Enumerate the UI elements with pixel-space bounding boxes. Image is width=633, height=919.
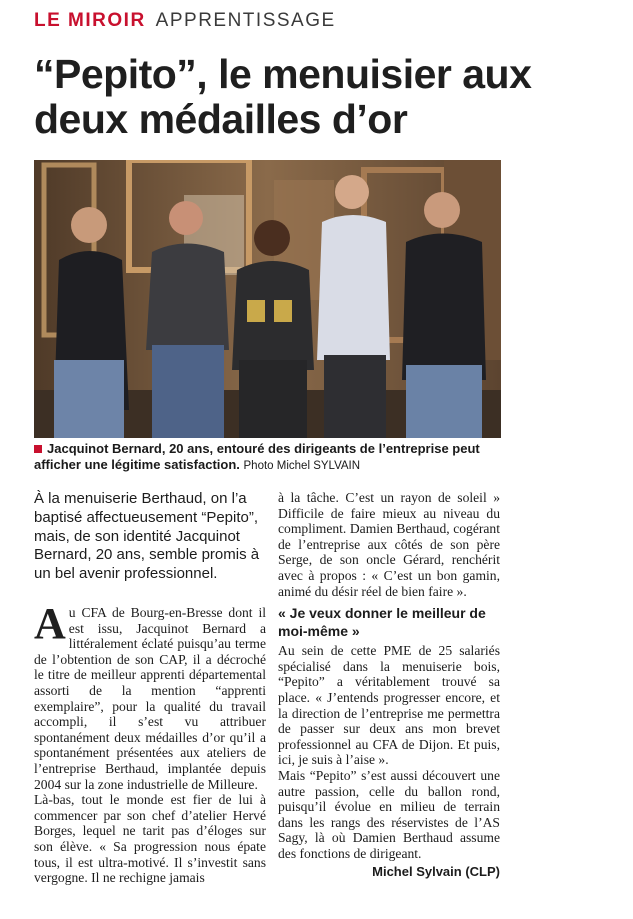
rubric-label: LE MIROIR — [34, 10, 146, 31]
caption-bullet-icon — [34, 445, 42, 453]
body-paragraph: à la tâche. C’est un rayon de soleil » Difficile de faire mieux au niveau du compliment. Damien Berthaud, cogérant de l’entreprise aux côtés de son père Serge, de son oncle Gérard, renchérit avec à propos : « C’est un bon gamin, animé du désir réel de bien faire ». — [278, 490, 500, 599]
caption-text: Jacquinot Bernard, 20 ans, entouré des dirigeants de l’entreprise peut afficher une légitime satisfaction. — [34, 441, 480, 472]
article-headline: “Pepito”, le menuisier aux deux médailles d’or — [34, 51, 532, 142]
intertitle: « Je veux donner le meilleur de moi-même » — [278, 605, 486, 639]
body-paragraph: Au sein de cette PME de 25 salariés spécialisé dans la menuiserie bois, “Pepito” a véritablement trouvé sa place. « J’entends progresser encore, et la direction de l’entreprise me permettra de passer sur deux ans mon brevet professionnel au CFA de Dijon. Et puis, ici, je suis à l’aise ». — [278, 643, 500, 768]
body-paragraph: Mais “Pepito” s’est aussi découvert une autre passion, celle du ballon rond, puisqu’il évolue en milieu de terrain dans les rangs des réservistes de l’AS Sagy, là où Damien Berthaud assume des fonctions de dirigeant. — [278, 767, 500, 861]
photo-credit: Photo Michel SYLVAIN — [243, 460, 361, 472]
paragraph-1-text: u CFA de Bourg-en-Bresse dont il est issu, Jacquinot Bernard a littéralement éclaté puisqu’au terme de l’obtention de son CAP, il a décroché le titre de meilleur apprenti départemental assorti de la mention “apprenti exemplaire”, pour la qualité du travail accompli, il s’est vu attribuer spontanément deux médailles d’or qu’il a spontanément présentées aux ateliers de l’entreprise Berthaud, implantée depuis 2004 sur la zone industrielle de Milleure. — [34, 605, 266, 792]
body-column-1 — [34, 599, 266, 886]
body-column-2 — [278, 490, 500, 880]
article-lead: À la menuiserie Berthaud, on l’a baptisé affectueusement “Pepito”, mais, de son identité Jacquinot Bernard, 20 ans, semble promis à un bel avenir professionnel. — [34, 490, 260, 583]
section-label: APPRENTISSAGE — [155, 10, 336, 31]
body-paragraph — [34, 599, 266, 792]
photo-caption — [34, 441, 504, 474]
author-signature: Michel Sylvain (CLP) — [372, 864, 500, 880]
drop-cap: A — [34, 599, 66, 648]
article-header — [34, 9, 336, 33]
group-photo-image — [34, 160, 501, 438]
body-paragraph: Là-bas, tout le monde est fier de lui à commencer par son chef d’atelier Hervé Borges, lequel ne tarit pas d’éloges sur son élève. « Sa progression nous épate tous, il est ultra-motivé. Il s’investit sans vergogne. Il ne rechigne jamais — [34, 792, 266, 886]
